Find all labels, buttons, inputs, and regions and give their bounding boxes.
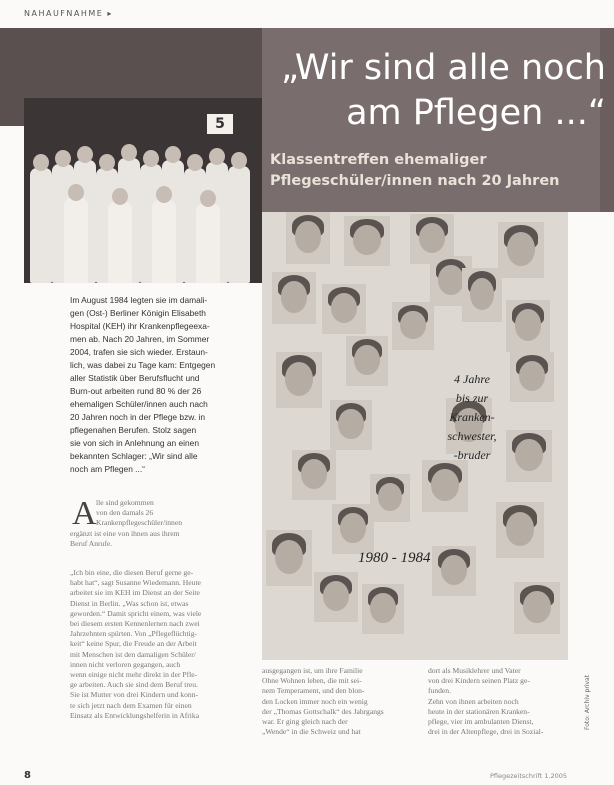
body-line: wenn einige nicht mehr direkt in der Pfle- <box>70 670 198 680</box>
intro-line: aller Statistik über Berufsflucht und <box>70 373 200 383</box>
page-number: 8 <box>24 770 31 781</box>
body-line: Jahrzehnten spürten. Von „Pflegeflüchtig- <box>70 629 198 639</box>
body-line: bei diesem ersten Kennenlernen nach zwei <box>70 619 200 629</box>
intro-line: Burn-out arbeiten rund 80 % der 26 <box>70 386 202 396</box>
body-col1-para1-cont <box>70 529 261 549</box>
caption-line: schwester, <box>447 429 497 443</box>
caption-line: Kranken- <box>449 410 495 424</box>
intro-line: 20 Jahren noch in der Pflege bzw. in <box>70 412 206 422</box>
body-line: ge arbeiten. Auch sie sind dem Beruf treu. <box>70 680 198 690</box>
class-photo-collage <box>262 212 568 660</box>
intro-line: Im August 1984 legten sie im damali- <box>70 295 208 305</box>
body-line: geworden.“ Damit spricht einem, was viele <box>70 608 202 618</box>
intro-line: bekannten Schlager: „Wir sind alle <box>70 451 198 461</box>
section-label: NAHAUFNAHME ▸ <box>24 9 113 18</box>
subtitle-line-2: Pflegeschüler/innen nach 20 Jahren <box>270 173 560 189</box>
body-col2 <box>262 666 422 737</box>
body-line: innen nicht verloren gegangen, auch <box>70 659 181 669</box>
group-photo <box>24 98 262 283</box>
body-line: war. Er ging gleich nach der <box>262 717 348 727</box>
number-sign: 5 <box>207 114 233 134</box>
title-line-2: am Pflegen ...“ <box>346 93 606 133</box>
body-line: ergänzt ist eine von ihnen aus ihrem <box>70 529 180 538</box>
intro-line: Hospital (KEH) ihr Krankenpflegeexa- <box>70 321 210 331</box>
intro-line: gen (Ost-) Berliner Königin Elisabeth <box>70 308 206 318</box>
body-line: den Locken immer noch ein wenig <box>262 696 368 706</box>
subtitle-line-1: Klassentreffen ehemaliger <box>270 152 487 168</box>
body-line: Beruf Anrufe. <box>70 539 113 549</box>
drop-cap: A <box>72 495 97 532</box>
body-line: pflege, vier im ambulanten Dienst, <box>428 717 534 727</box>
body-line: Ohne Wohnen leben, die mit sei- <box>262 676 362 686</box>
intro-line: men ab. Nach 20 Jahren, im Sommer <box>70 334 210 344</box>
body-line: arbeitet sie im KEH im Dienst an der Seite <box>70 588 200 598</box>
intro-line: lich, was dabei zu Tage kam: Entgegen <box>70 360 216 370</box>
intro-line: noch am Pflegen ...“ <box>70 464 145 474</box>
intro-line: sie von sich in Anlehnung an einen <box>70 438 199 448</box>
body-line: funden. <box>428 686 451 696</box>
body-line: Einsatz als Entwicklungshelferin in Afrika <box>70 710 200 720</box>
intro-line: 2004, trafen sie sich wieder. Erstaun- <box>70 347 208 357</box>
caption-line: 4 Jahre <box>454 372 490 386</box>
footer-publication: Pflegezeitschrift 1.2005 <box>490 772 567 780</box>
body-line: dort als Musiklehrer und Vater <box>428 666 521 675</box>
body-line: Sie ist Mutter von drei Kindern und konn- <box>70 690 199 700</box>
body-line: von den damals 26 <box>96 508 154 518</box>
intro-line: ehemaligen Schüler/innen auch nach <box>70 399 208 409</box>
body-line: der „Thomas Gottschalk“ des Jahrgangs <box>262 706 384 716</box>
body-col1-para2 <box>70 568 261 721</box>
intro-line: pflegenahen Berufen. Stolz sagen <box>70 425 197 435</box>
body-line: te sich jetzt nach dem Examen für einen <box>70 700 192 710</box>
body-line: habt hat“, sagt Susanne Wiedemann. Heute <box>70 578 201 588</box>
body-line: Krankenpflegeschüler/innen <box>96 518 183 528</box>
title-line-1: „Wir sind alle noch <box>281 48 606 88</box>
caption-line: bis zur <box>455 391 489 405</box>
collage-years: 1980 - 1984 <box>358 550 431 566</box>
body-line: „Ich bin eine, die diesen Beruf gerne ge- <box>70 568 194 577</box>
body-line: ausgegangen ist, um ihre Familie <box>262 666 363 675</box>
body-line: Dienst in Berlin. „Was schon ist, etwas <box>70 598 189 608</box>
body-line: von drei Kindern seinen Platz ge- <box>428 676 530 686</box>
photo-credit: Foto: Archiv privat <box>584 674 591 730</box>
body-line: keit“ keine Spur, die Freude an der Arbeit <box>70 639 197 649</box>
body-line: nem Temperament, und den blon- <box>262 686 365 696</box>
body-col1-para1 <box>96 498 261 529</box>
collage-caption <box>422 370 522 465</box>
body-line: lle sind gekommen <box>96 498 154 507</box>
body-line: „Wende“ in die Schweiz und hat <box>262 727 361 737</box>
intro-paragraph <box>70 294 258 476</box>
body-line: mit Menschen ist den damaligen Schüler/ <box>70 649 196 659</box>
body-line: heute in der stationären Kranken- <box>428 706 530 716</box>
caption-line: -bruder <box>453 448 491 462</box>
body-line: Zehn von ihnen arbeiten noch <box>428 696 519 706</box>
body-col3 <box>428 666 574 737</box>
article-subtitle <box>270 150 590 192</box>
body-line: drei in der Altenpflege, drei in Sozial- <box>428 727 544 737</box>
